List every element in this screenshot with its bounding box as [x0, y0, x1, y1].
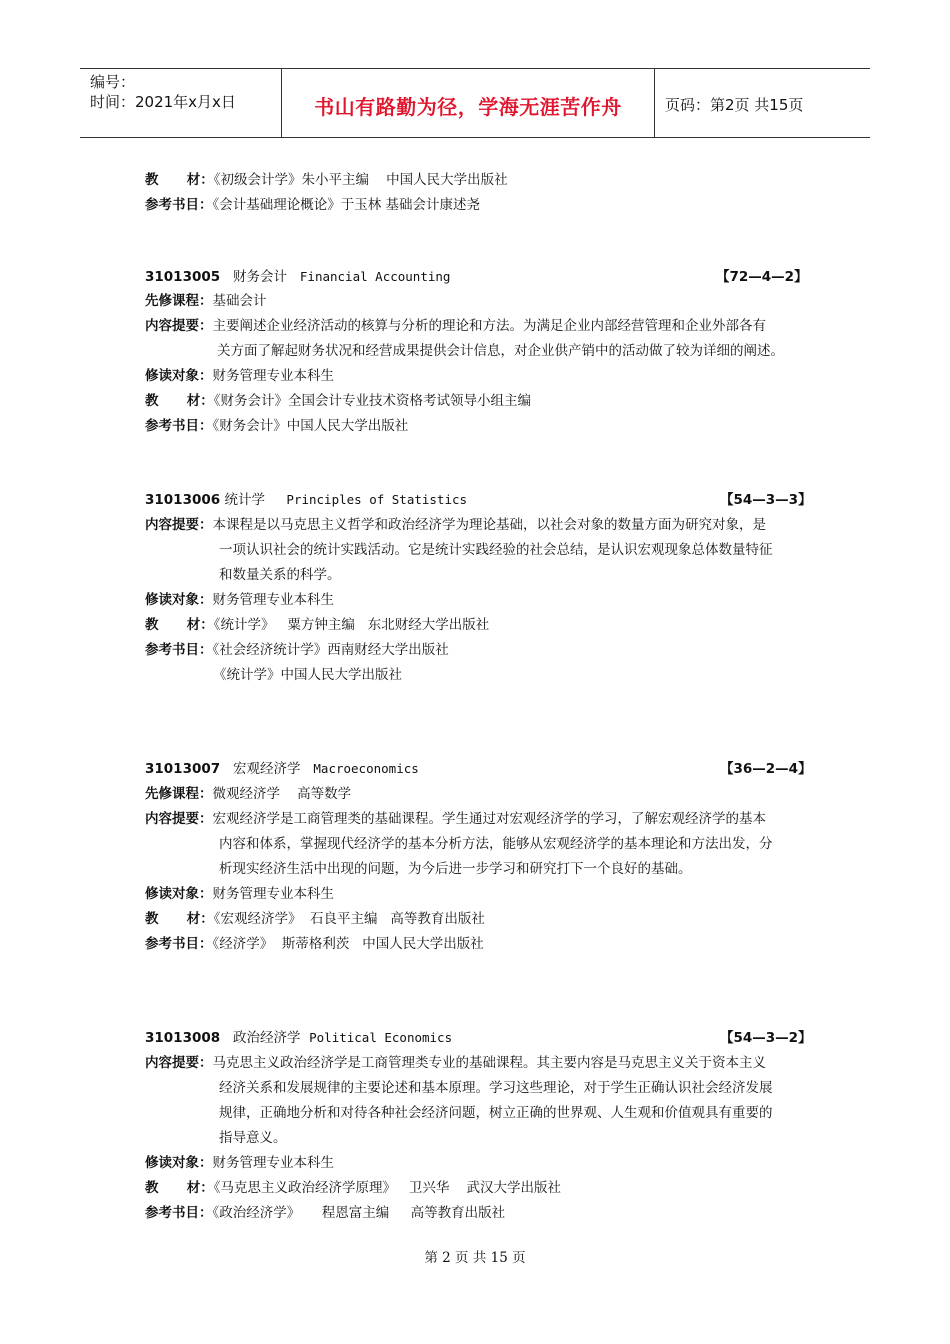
summary-row	[145, 810, 766, 828]
prereq-label: 先修课程：	[145, 293, 213, 309]
audience-row	[145, 591, 334, 609]
course-hours: 【36—2—4】	[720, 761, 812, 777]
textbook-value: 《财务会计》全国会计专业技术资格考试领导小组主编	[213, 393, 531, 409]
textbook-row	[145, 392, 531, 410]
header-page-info: 页码：第2页 共15页	[665, 96, 804, 114]
summary-line: 经济关系和发展规律的主要论述和基本原理。学习这些理论，对于学生正确认识社会经济发展	[219, 1080, 773, 1096]
reference-value: 《会计基础理论概论》于玉林 基础会计康述尧	[212, 197, 481, 213]
summary-line: 马克思主义政治经济学是工商管理类专业的基础课程。其主要内容是马克思主义关于资本主义	[212, 1055, 766, 1071]
summary-line: 一项认识社会的统计实践活动。它是统计实践经验的社会总结，是认识宏观现象总体数量特征	[219, 542, 773, 558]
reference-value: 《财务会计》中国人民大学出版社	[212, 418, 409, 434]
doc-number-label: 编号：	[90, 73, 136, 91]
summary-label: 内容提要：	[145, 318, 213, 334]
audience-row	[145, 885, 334, 903]
textbook-label: 教 材：	[145, 911, 214, 927]
reference-row	[145, 641, 449, 659]
summary-line: 析现实经济生活中出现的问题，为今后进一步学习和研究打下一个良好的基础。	[219, 861, 692, 877]
summary-line: 主要阐述企业经济活动的核算与分析的理论和方法。为满足企业内部经营管理和企业外部各有	[212, 318, 766, 334]
textbook-value: 《宏观经济学》 石良平主编 高等教育出版社	[213, 911, 485, 927]
doc-time-label: 时间：2021年x月x日	[90, 93, 236, 111]
prereq-row	[145, 785, 351, 803]
course-title: 宏观经济学	[233, 761, 301, 777]
textbook-value: 《马克思主义政治经济学原理》 卫兴华 武汉大学出版社	[213, 1180, 561, 1196]
header-meta-cell	[80, 69, 280, 137]
course-hours: 【72—4—2】	[716, 269, 808, 285]
course-code: 31013007	[145, 761, 221, 777]
textbook-row	[145, 616, 489, 634]
reference-label: 参考书目：	[145, 418, 213, 434]
prereq-value: 微观经济学 高等数学	[212, 786, 352, 802]
audience-value: 财务管理专业本科生	[212, 592, 334, 608]
reference-label: 参考书目：	[145, 1205, 213, 1221]
summary-line: 本课程是以马克思主义哲学和政治经济学为理论基础，以社会对象的数量方面为研究对象，是	[212, 517, 766, 533]
course-title: 统计学	[224, 492, 265, 508]
course-hours: 【54—3—3】	[720, 492, 812, 508]
summary-line: 关方面了解起财务状况和经营成果提供会计信息，对企业供产销中的活动做了较为详细的阐述。	[217, 343, 784, 359]
header-page-cell	[655, 69, 870, 137]
intro-reference-row	[145, 196, 480, 214]
textbook-value: 《初级会计学》朱小平主编 中国人民大学出版社	[213, 172, 508, 188]
reference-value: 《统计学》中国人民大学出版社	[213, 667, 402, 683]
course-english-title: Financial Accounting	[299, 269, 451, 284]
audience-value: 财务管理专业本科生	[212, 1155, 334, 1171]
reference-row	[145, 417, 408, 435]
textbook-label: 教 材：	[145, 393, 214, 409]
summary-label: 内容提要：	[145, 517, 213, 533]
prereq-value: 基础会计	[212, 293, 267, 309]
course-title: 财务会计	[233, 269, 288, 285]
summary-line: 指导意义。	[219, 1130, 287, 1146]
course-code: 31013008	[145, 1030, 221, 1046]
course-hours: 【54—3—2】	[720, 1030, 812, 1046]
textbook-label: 教 材：	[145, 1180, 214, 1196]
course-heading	[145, 760, 419, 778]
textbook-label: 教 材：	[145, 172, 214, 188]
course-english-title: Macroeconomics	[313, 761, 419, 776]
reference-row	[145, 935, 484, 953]
reference-value: 《政治经济学》 程恩富主编 高等教育出版社	[212, 1205, 506, 1221]
summary-label: 内容提要：	[145, 811, 213, 827]
audience-value: 财务管理专业本科生	[212, 886, 334, 902]
audience-label: 修读对象：	[145, 368, 213, 384]
textbook-row	[145, 910, 485, 928]
textbook-row	[145, 1179, 561, 1197]
course-heading	[145, 268, 450, 286]
course-english-title: Political Economics	[309, 1030, 453, 1045]
header-motto: 书山有路勤为径，学海无涯苦作舟	[314, 95, 622, 119]
prereq-row	[145, 292, 267, 310]
textbook-label: 教 材：	[145, 617, 214, 633]
audience-row	[145, 1154, 334, 1172]
audience-label: 修读对象：	[145, 592, 213, 608]
audience-label: 修读对象：	[145, 886, 213, 902]
reference-label: 参考书目：	[145, 197, 213, 213]
summary-line: 规律，正确地分析和对待各种社会经济问题，树立正确的世界观、人生观和价值观具有重要的	[219, 1105, 773, 1121]
textbook-value: 《统计学》 粟方钟主编 东北财经大学出版社	[213, 617, 490, 633]
reference-label: 参考书目：	[145, 936, 213, 952]
audience-label: 修读对象：	[145, 1155, 213, 1171]
intro-textbook-row	[145, 171, 508, 189]
course-code: 31013005	[145, 269, 221, 285]
audience-row	[145, 367, 334, 385]
audience-value: 财务管理专业本科生	[212, 368, 334, 384]
reference-value: 《社会经济统计学》西南财经大学出版社	[212, 642, 449, 658]
course-heading	[145, 491, 467, 509]
course-english-title: Principles of Statistics	[286, 492, 468, 507]
page-header	[80, 68, 870, 138]
header-motto-cell	[281, 69, 655, 137]
summary-line: 内容和体系，掌握现代经济学的基本分析方法，能够从宏观经济学的基本理论和方法出发，分	[219, 836, 773, 852]
page-footer: 第 2 页 共 15 页	[424, 1250, 526, 1266]
prereq-label: 先修课程：	[145, 786, 213, 802]
summary-label: 内容提要：	[145, 1055, 213, 1071]
course-heading	[145, 1029, 452, 1047]
reference-value: 《经济学》 斯蒂格利茨 中国人民大学出版社	[212, 936, 484, 952]
reference-row	[145, 1204, 505, 1222]
course-code: 31013006	[145, 492, 221, 508]
summary-row	[145, 317, 766, 335]
course-title: 政治经济学	[233, 1030, 301, 1046]
summary-row	[145, 516, 766, 534]
reference-label: 参考书目：	[145, 642, 213, 658]
summary-line: 和数量关系的科学。	[219, 567, 341, 583]
summary-line: 宏观经济学是工商管理类的基础课程。学生通过对宏观经济学的学习，了解宏观经济学的基本	[212, 811, 766, 827]
summary-row	[145, 1054, 766, 1072]
